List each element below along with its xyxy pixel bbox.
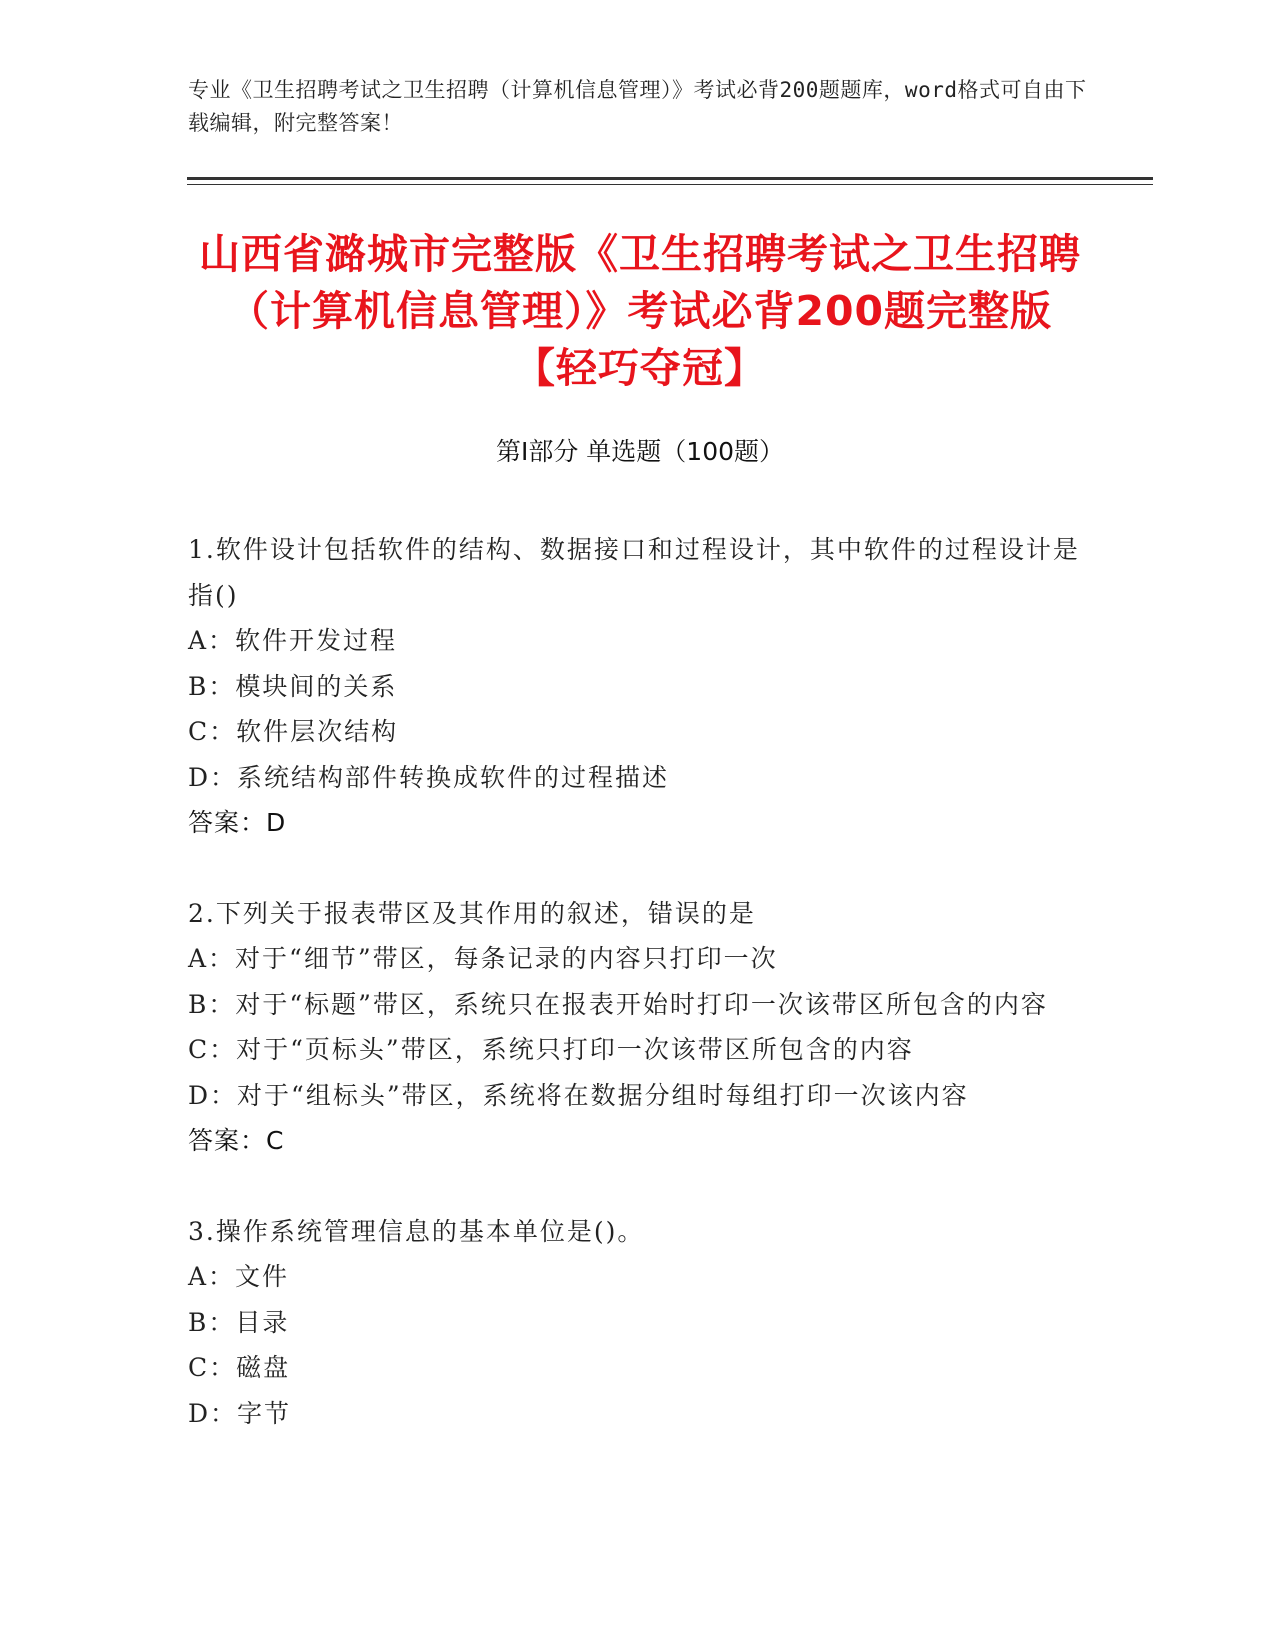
- question-item: [188, 891, 1088, 1164]
- header-divider-thin: [187, 184, 1153, 185]
- question-stem: 3.操作系统管理信息的基本单位是()。: [188, 1216, 645, 1246]
- question-list: [188, 527, 1088, 1481]
- option-d: D：字节: [188, 1398, 292, 1428]
- section-heading: 第Ⅰ部分 单选题（100题）: [495, 437, 785, 466]
- document-title: 山西省潞城市完整版《卫生招聘考试之卫生招聘（计算机信息管理）》考试必背200题完整版【轻巧夺冠】: [199, 230, 1081, 392]
- option-b: B：模块间的关系: [188, 671, 398, 701]
- option-a: A：文件: [188, 1262, 290, 1291]
- option-a: A：软件开发过程: [188, 626, 398, 655]
- question-stem: 1.软件设计包括软件的结构、数据接口和过程设计，其中软件的过程设计是指(): [188, 535, 1080, 610]
- question-item: [188, 527, 1088, 846]
- option-b: B：对于“标题”带区，系统只在报表开始时打印一次该带区所包含的内容: [188, 989, 1048, 1019]
- header-divider-thick: [187, 177, 1153, 180]
- option-b: B：目录: [188, 1307, 290, 1337]
- question-item: [188, 1209, 1088, 1437]
- header-note: 专业《卫生招聘考试之卫生招聘（计算机信息管理）》考试必背200题题库，word格式可自由下载编辑，附完整答案！: [188, 78, 1087, 135]
- option-a: A：对于“细节”带区，每条记录的内容只打印一次: [188, 944, 778, 973]
- option-c: C：软件层次结构: [188, 717, 399, 746]
- option-d: D：系统结构部件转换成软件的过程描述: [188, 762, 670, 792]
- answer-line: 答案：D: [188, 808, 287, 837]
- option-d: D：对于“组标头”带区，系统将在数据分组时每组打印一次该内容: [188, 1080, 969, 1110]
- option-c: C：磁盘: [188, 1353, 291, 1382]
- option-c: C：对于“页标头”带区，系统只打印一次该带区所包含的内容: [188, 1035, 914, 1064]
- answer-line: 答案：C: [188, 1126, 285, 1155]
- question-stem: 2.下列关于报表带区及其作用的叙述，错误的是: [188, 898, 756, 928]
